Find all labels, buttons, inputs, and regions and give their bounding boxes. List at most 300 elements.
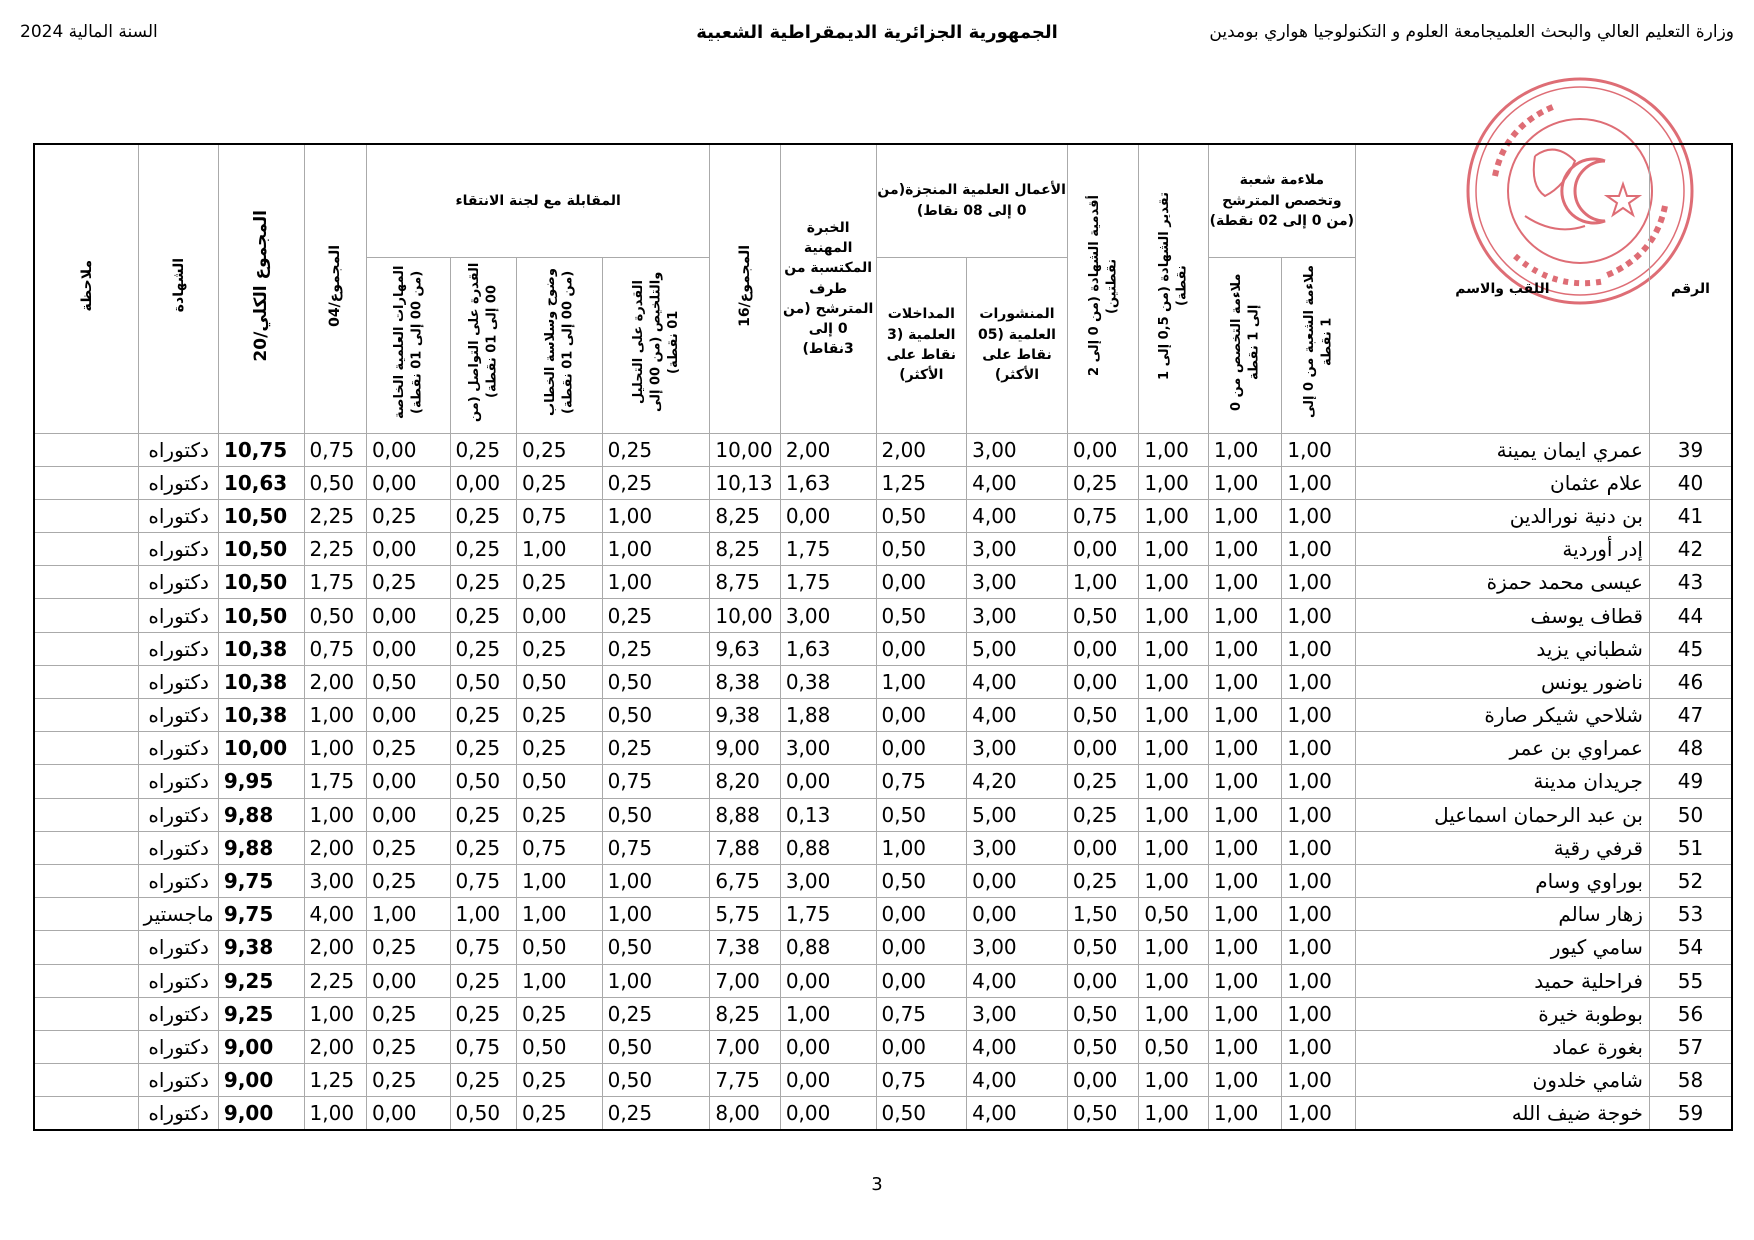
publications-score: 4,00 [967,665,1068,698]
skills-score: 0,25 [366,1030,450,1063]
fit-branch-score: 1,00 [1282,499,1356,532]
analysis-score: 0,50 [602,1064,710,1097]
total04-score: 2,00 [304,665,366,698]
total16-score: 7,38 [710,931,780,964]
communication-score: 0,25 [450,699,516,732]
total04-score: 2,00 [304,1030,366,1063]
total04-score: 0,75 [304,632,366,665]
col-presentations: المداخلات العلمية (3 نقاط على الأكثر) [876,257,967,433]
cert-age-score: 0,50 [1067,1030,1139,1063]
fit-branch-score: 1,00 [1282,632,1356,665]
cert-age-score: 1,50 [1067,898,1139,931]
cert-eval-score: 1,00 [1139,665,1208,698]
row-number: 43 [1649,566,1732,599]
candidate-name: إدر أوردية [1355,533,1649,566]
total04-score: 1,75 [304,566,366,599]
total16-score: 10,13 [710,466,780,499]
cert-age-score: 0,25 [1067,466,1139,499]
table-row [34,533,1732,566]
total04-score: 2,00 [304,831,366,864]
fit-branch-score: 1,00 [1282,533,1356,566]
total04-score: 1,00 [304,997,366,1030]
skills-score: 0,00 [366,964,450,997]
total16-score: 9,63 [710,632,780,665]
presentations-score: 0,00 [876,964,967,997]
certificate-type: دكتوراه [139,1030,219,1063]
note-cell [34,1097,139,1131]
grand-total-score: 10,50 [218,599,304,632]
skills-score: 0,25 [366,831,450,864]
candidate-name: شلاحي شيكر صارة [1355,699,1649,732]
clarity-score: 0,25 [517,1097,603,1131]
total16-score: 8,75 [710,566,780,599]
total04-score: 2,25 [304,499,366,532]
skills-score: 0,00 [366,1097,450,1131]
fit-spec-score: 1,00 [1208,665,1282,698]
experience-score: 0,88 [780,831,876,864]
certificate-type: ماجستير [139,898,219,931]
note-cell [34,599,139,632]
certificate-type: دكتوراه [139,1097,219,1131]
publications-score: 4,00 [967,1097,1068,1131]
col-publications: المنشورات العلمية (05 نقاط على الأكثر) [967,257,1068,433]
candidate-name: بن دنية نورالدين [1355,499,1649,532]
analysis-score: 0,25 [602,433,710,466]
analysis-score: 0,25 [602,466,710,499]
communication-score: 0,25 [450,831,516,864]
fit-spec-score: 1,00 [1208,765,1282,798]
fit-branch-score: 1,00 [1282,1097,1356,1131]
presentations-score: 0,50 [876,798,967,831]
table-row [34,864,1732,897]
publications-score: 4,00 [967,499,1068,532]
total04-score: 1,00 [304,699,366,732]
row-number: 51 [1649,831,1732,864]
cert-age-score: 1,00 [1067,566,1139,599]
fit-branch-score: 1,00 [1282,798,1356,831]
total16-score: 7,75 [710,1064,780,1097]
certificate-type: دكتوراه [139,732,219,765]
experience-score: 1,75 [780,533,876,566]
fit-spec-score: 1,00 [1208,466,1282,499]
skills-score: 0,00 [366,798,450,831]
fit-spec-score: 1,00 [1208,964,1282,997]
fit-branch-score: 1,00 [1282,831,1356,864]
table-row [34,831,1732,864]
skills-score: 0,25 [366,864,450,897]
communication-score: 0,75 [450,931,516,964]
row-number: 55 [1649,964,1732,997]
col-total16: المجموع/16 [710,144,780,433]
cert-eval-score: 1,00 [1139,931,1208,964]
row-number: 50 [1649,798,1732,831]
col-certificate: الشهادة [139,144,219,433]
cert-eval-score: 0,50 [1139,898,1208,931]
clarity-score: 0,00 [517,599,603,632]
skills-score: 0,00 [366,699,450,732]
cert-eval-score: 1,00 [1139,831,1208,864]
cert-age-score: 0,25 [1067,798,1139,831]
table-row [34,997,1732,1030]
cert-eval-score: 1,00 [1139,599,1208,632]
clarity-score: 0,25 [517,997,603,1030]
skills-score: 0,25 [366,931,450,964]
fit-spec-score: 1,00 [1208,798,1282,831]
col-note: ملاحظة [34,144,139,433]
experience-score: 1,63 [780,632,876,665]
note-cell [34,798,139,831]
communication-score: 0,25 [450,1064,516,1097]
communication-score: 0,75 [450,1030,516,1063]
grand-total-score: 10,00 [218,732,304,765]
cert-eval-score: 1,00 [1139,466,1208,499]
row-number: 47 [1649,699,1732,732]
table-row [34,433,1732,466]
publications-score: 4,00 [967,1064,1068,1097]
presentations-score: 0,50 [876,864,967,897]
cert-age-score: 0,50 [1067,997,1139,1030]
note-cell [34,964,139,997]
fit-spec-score: 1,00 [1208,533,1282,566]
analysis-score: 0,50 [602,665,710,698]
grand-total-score: 9,00 [218,1064,304,1097]
row-number: 59 [1649,1097,1732,1131]
cert-eval-score: 1,00 [1139,1064,1208,1097]
total04-score: 3,00 [304,864,366,897]
presentations-score: 1,25 [876,466,967,499]
presentations-score: 0,75 [876,765,967,798]
col-clarity: وضوح وسلاسة الخطاب (من 00 إلى 01 نقطة) [517,257,603,433]
col-experience: الخبرة المهنية المكتسبة من طرف المترشح (من 0 إلى 3نقاط) [780,144,876,433]
fit-branch-score: 1,00 [1282,732,1356,765]
grand-total-score: 9,00 [218,1030,304,1063]
fit-branch-score: 1,00 [1282,699,1356,732]
note-cell [34,765,139,798]
certificate-type: دكتوراه [139,665,219,698]
grand-total-score: 10,50 [218,566,304,599]
presentations-score: 0,00 [876,566,967,599]
clarity-score: 0,75 [517,499,603,532]
experience-score: 0,00 [780,765,876,798]
presentations-score: 0,50 [876,533,967,566]
total04-score: 2,25 [304,964,366,997]
analysis-score: 1,00 [602,898,710,931]
communication-score: 0,75 [450,864,516,897]
total16-score: 8,20 [710,765,780,798]
col-total04: المجموع/04 [304,144,366,433]
cert-eval-score: 1,00 [1139,964,1208,997]
certificate-type: دكتوراه [139,533,219,566]
presentations-score: 0,50 [876,1097,967,1131]
fit-spec-score: 1,00 [1208,1030,1282,1063]
publications-score: 4,00 [967,1030,1068,1063]
analysis-score: 0,25 [602,1097,710,1131]
analysis-score: 0,50 [602,798,710,831]
cert-age-score: 0,00 [1067,433,1139,466]
grand-total-score: 10,50 [218,533,304,566]
cert-eval-score: 0,50 [1139,1030,1208,1063]
row-number: 56 [1649,997,1732,1030]
fit-spec-score: 1,00 [1208,599,1282,632]
cert-eval-score: 1,00 [1139,765,1208,798]
presentations-score: 0,00 [876,1030,967,1063]
analysis-score: 1,00 [602,533,710,566]
total16-score: 7,00 [710,964,780,997]
col-name: اللقب والاسم [1355,144,1649,433]
publications-score: 3,00 [967,732,1068,765]
cert-age-score: 0,00 [1067,533,1139,566]
clarity-score: 0,50 [517,1030,603,1063]
candidate-name: شطباني يزيد [1355,632,1649,665]
publications-score: 3,00 [967,433,1068,466]
presentations-score: 1,00 [876,665,967,698]
fit-branch-score: 1,00 [1282,898,1356,931]
presentations-score: 0,00 [876,931,967,964]
skills-score: 0,25 [366,566,450,599]
row-number: 57 [1649,1030,1732,1063]
cert-age-score: 0,50 [1067,931,1139,964]
presentations-score: 0,00 [876,732,967,765]
total16-score: 5,75 [710,898,780,931]
table-row [34,566,1732,599]
candidate-name: بوطوبة خيرة [1355,997,1649,1030]
cert-age-score: 0,00 [1067,632,1139,665]
fit-spec-score: 1,00 [1208,499,1282,532]
col-fit-spec: ملاءمة التخصص من 0 إلى 1 نقطة [1208,257,1282,433]
table-row [34,1097,1732,1131]
grand-total-score: 10,38 [218,665,304,698]
clarity-score: 1,00 [517,864,603,897]
experience-score: 1,63 [780,466,876,499]
cert-age-score: 0,25 [1067,765,1139,798]
fit-spec-score: 1,00 [1208,931,1282,964]
analysis-score: 0,50 [602,931,710,964]
fit-branch-score: 1,00 [1282,864,1356,897]
cert-eval-score: 1,00 [1139,798,1208,831]
communication-score: 0,25 [450,964,516,997]
publications-score: 3,00 [967,997,1068,1030]
clarity-score: 0,25 [517,1064,603,1097]
total04-score: 1,00 [304,1097,366,1131]
candidate-name: زهار سالم [1355,898,1649,931]
clarity-score: 0,25 [517,798,603,831]
table-row [34,798,1732,831]
table-body [34,433,1732,1130]
certificate-type: دكتوراه [139,632,219,665]
candidate-name: سامي كيور [1355,931,1649,964]
row-number: 46 [1649,665,1732,698]
analysis-score: 1,00 [602,964,710,997]
cert-age-score: 0,50 [1067,699,1139,732]
grand-total-score: 10,38 [218,699,304,732]
col-communication: القدرة على التواصل (من 00 إلى 01 نقطة) [450,257,516,433]
candidates-table [33,143,1733,1131]
communication-score: 0,25 [450,533,516,566]
communication-score: 0,50 [450,665,516,698]
publications-score: 0,00 [967,898,1068,931]
total16-score: 10,00 [710,433,780,466]
skills-score: 0,25 [366,499,450,532]
communication-score: 0,25 [450,566,516,599]
analysis-score: 0,50 [602,1030,710,1063]
fit-spec-score: 1,00 [1208,864,1282,897]
grand-total-score: 9,25 [218,964,304,997]
cert-eval-score: 1,00 [1139,632,1208,665]
clarity-score: 0,50 [517,765,603,798]
experience-score: 0,00 [780,1064,876,1097]
certificate-type: دكتوراه [139,699,219,732]
certificate-type: دكتوراه [139,566,219,599]
candidate-name: خوجة ضيف الله [1355,1097,1649,1131]
skills-score: 0,00 [366,533,450,566]
total16-score: 9,00 [710,732,780,765]
cert-age-score: 0,50 [1067,599,1139,632]
clarity-score: 0,75 [517,831,603,864]
total16-score: 6,75 [710,864,780,897]
publications-score: 4,00 [967,699,1068,732]
experience-score: 0,00 [780,964,876,997]
analysis-score: 0,75 [602,765,710,798]
skills-score: 0,00 [366,433,450,466]
candidate-name: قطاف يوسف [1355,599,1649,632]
total04-score: 1,00 [304,732,366,765]
col-sci-group: الأعمال العلمية المنجزة(من 0 إلى 08 نقاط) [876,144,1067,257]
total04-score: 4,00 [304,898,366,931]
clarity-score: 0,50 [517,931,603,964]
presentations-score: 0,00 [876,898,967,931]
analysis-score: 0,25 [602,997,710,1030]
clarity-score: 1,00 [517,964,603,997]
publications-score: 3,00 [967,831,1068,864]
total16-score: 8,00 [710,1097,780,1131]
skills-score: 0,25 [366,732,450,765]
fit-branch-score: 1,00 [1282,931,1356,964]
fit-spec-score: 1,00 [1208,997,1282,1030]
fit-branch-score: 1,00 [1282,665,1356,698]
total04-score: 2,25 [304,533,366,566]
communication-score: 0,25 [450,632,516,665]
note-cell [34,931,139,964]
skills-score: 0,50 [366,665,450,698]
grand-total-score: 9,75 [218,864,304,897]
publications-score: 3,00 [967,533,1068,566]
analysis-score: 1,00 [602,864,710,897]
fit-branch-score: 1,00 [1282,1064,1356,1097]
page-number: 3 [871,1174,883,1195]
certificate-type: دكتوراه [139,964,219,997]
fit-spec-score: 1,00 [1208,898,1282,931]
grand-total-score: 10,75 [218,433,304,466]
col-num: الرقم [1649,144,1732,433]
fit-branch-score: 1,00 [1282,466,1356,499]
fit-spec-score: 1,00 [1208,632,1282,665]
publications-score: 3,00 [967,599,1068,632]
cert-age-score: 0,00 [1067,964,1139,997]
candidate-name: عمراوي بن عمر [1355,732,1649,765]
experience-score: 3,00 [780,599,876,632]
cert-age-score: 0,00 [1067,732,1139,765]
cert-age-score: 0,25 [1067,864,1139,897]
table-row [34,499,1732,532]
row-number: 45 [1649,632,1732,665]
clarity-score: 0,25 [517,466,603,499]
certificate-type: دكتوراه [139,599,219,632]
experience-score: 0,13 [780,798,876,831]
publications-score: 0,00 [967,864,1068,897]
col-cert-eval: تقدير الشهادة (من 0,5 إلى 1 نقطة) [1139,144,1208,433]
fit-branch-score: 1,00 [1282,433,1356,466]
clarity-score: 1,00 [517,533,603,566]
table-row [34,632,1732,665]
fit-spec-score: 1,00 [1208,732,1282,765]
total16-score: 8,25 [710,997,780,1030]
skills-score: 0,25 [366,997,450,1030]
publications-score: 5,00 [967,798,1068,831]
col-skills: المهارات العلمية الخاصة (من 00 إلى 01 نقطة) [366,257,450,433]
note-cell [34,632,139,665]
candidate-name: علام عثمان [1355,466,1649,499]
skills-score: 0,00 [366,599,450,632]
communication-score: 1,00 [450,898,516,931]
cert-age-score: 0,00 [1067,665,1139,698]
analysis-score: 1,00 [602,566,710,599]
table-row [34,964,1732,997]
total16-score: 8,25 [710,499,780,532]
clarity-score: 0,25 [517,433,603,466]
analysis-score: 0,75 [602,831,710,864]
skills-score: 1,00 [366,898,450,931]
experience-score: 0,88 [780,931,876,964]
header-ministry: وزارة التعليم العالي والبحث العلميجامعة العلوم و التكنولوجيا هواري بومدين [1209,22,1734,42]
grand-total-score: 10,38 [218,632,304,665]
experience-score: 3,00 [780,732,876,765]
presentations-score: 0,00 [876,632,967,665]
total04-score: 1,75 [304,765,366,798]
fit-branch-score: 1,00 [1282,964,1356,997]
row-number: 39 [1649,433,1732,466]
candidate-name: فراحلية حميد [1355,964,1649,997]
grand-total-score: 10,50 [218,499,304,532]
communication-score: 0,50 [450,765,516,798]
table-row [34,931,1732,964]
candidate-name: بوراوي وسام [1355,864,1649,897]
col-interview-group: المقابلة مع لجنة الانتقاء [366,144,709,257]
cert-eval-score: 1,00 [1139,864,1208,897]
cert-eval-score: 1,00 [1139,433,1208,466]
header-fiscal-year: السنة المالية 2024 [20,22,158,42]
note-cell [34,831,139,864]
total16-score: 8,25 [710,533,780,566]
cert-age-score: 0,75 [1067,499,1139,532]
note-cell [34,864,139,897]
fit-spec-score: 1,00 [1208,433,1282,466]
row-number: 44 [1649,599,1732,632]
fit-spec-score: 1,00 [1208,699,1282,732]
communication-score: 0,25 [450,499,516,532]
cert-age-score: 0,50 [1067,1097,1139,1131]
col-cert-age: أقدمية الشهادة (من 0 إلى 2 نقطتين) [1067,144,1139,433]
total04-score: 1,25 [304,1064,366,1097]
table-row [34,466,1732,499]
note-cell [34,533,139,566]
grand-total-score: 10,63 [218,466,304,499]
communication-score: 0,25 [450,798,516,831]
col-grand: المجموع الكلي/20 [218,144,304,433]
communication-score: 0,25 [450,732,516,765]
experience-score: 0,00 [780,1097,876,1131]
fit-spec-score: 1,00 [1208,831,1282,864]
note-cell [34,433,139,466]
